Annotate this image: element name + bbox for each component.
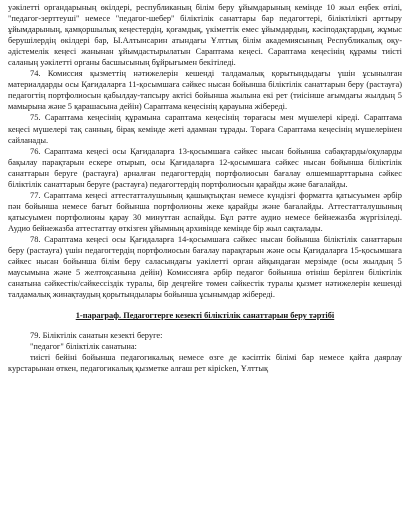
paragraph-intro: уәкілетті органдарының өкілдері, республиканың білім беру ұйымдарының кемінде 10 жыл еңбек өтілі, "педагог-зерттеуші" немесе "педагог-шебер" біліктілік санаттары бар педагогтері, біліктілікті арттыру ұйымдарының, қамқоршылық кеңестердің, қоғамдық, үкіметтік емес ұйымдардың, кәсіподақтардың, жұмыс берушілердің өкілдері бар, Ы.Алтынсарин атындағы Ұлттық білім академиясының Республикалық оқу-әдістемелік кеңесі жанынан ұйымдастырылатын Сараптама кеңесі. Сараптама кеңесінің құрамы тиісті саланың уәкілетті органы басшысының бұйрығымен бекітіледі.: [8, 3, 402, 68]
paragraph-79-category: "педагог" біліктілік санатына:: [30, 342, 137, 352]
paragraph-79-requirements: тиісті бейіні бойынша педагогикалық немесе өзге де кәсіптік білімі бар немесе қайта даярлау курстарынан өткен, педагогикалық қызметке алғаш рет кірісken, Ұлттық: [8, 353, 402, 374]
paragraph-79: 79. Біліктілік санатын кезекті беруге:: [30, 331, 163, 341]
paragraph-77: 77. Сараптама кеңесі аттестатталушының қашықтықтан немесе күндізгі форматта қатысуымен әрбір пән бойынша немесе бағыт бойынша портфолионы жеке қарайды және бағалайды. Аттестатталушының қатысуымен портфолионы қарау 30 минуттан аспайды. Бұл рәтте аудио немесе бейнежазба жүргізіледі. Аудио бейнежазба аттестаттау өткізген ұйымның архивінде кемінде бір жыл сақталады.: [8, 190, 402, 233]
paragraph-74: 74. Комиссия қызметтің нәтижелерін кешенді талдамалық қорытындыдағы үшін ұсынылған материалдарды осы Қағидаларға 11-қосымшаға сәйкес нысан бойынша біліктілік санаттарын беру (растауға) педагогтің портфолиосын қабылдау-тапсыру актісі бойынша жылына екі рет (тиісінше ағымдағы жылдың 5 мамырына және 5 қарашасына дейін) Сараптама кеңесінің қарауына жібереді.: [8, 69, 402, 112]
paragraph-75: 75. Сараптама кеңесінің құрамына сараптама кеңесінің төрағасы мен мүшелері кіреді. Сараптама кеңесі мүшелері тақ санның, бірақ кемінде жеті адамнан тұрады. Төраға Сараптама кеңесінің мүшелерінен сайланады.: [8, 113, 402, 145]
paragraph-76: 76. Сараптама кеңесі осы Қағидаларға 13-қосымшаға сәйкес нысан бойынша сабақтарды/оқуларды бақылау парақтарын ескере отырып, осы Қағидаларға 12-қосымшаға сәйкес нысан бойынша біліктілік санаттарын беруге (растауға) арналған педагогтердің портфолиосын бағалау өлшемшарттарына сәйкес біліктілік санаттарын беруге (растауға) педагогтердің портфолиосын қарайды және бағалайды.: [8, 146, 402, 189]
paragraph-78: 78. Сараптама кеңесі осы Қағидаларға 14-қосымшаға сәйкес нысан бойынша біліктілік санаттарын беру (растауға) үшін педагогтердің портфолиосын бағалау парақтарын және осы Қағидаларға 15-қосымшаға сәйкес нысан бойынша білім беру саласындағы уәкілетті орган айқындаған мерзімде (осы жылдың 5 маусымына және 5 желтоқсанына дейін) Комиссияға әрбір педагог бойынша өтініш берілген біліктілік санатына сәйкестік/сәйкессіздік туралы, бір деңгейге төмен сәйкестік туралы қызмет нәтижелерін кешенді талдамалық жинақтаудың қорытындылары бойынша ұсынымдар жібереді.: [8, 234, 402, 300]
section-heading: 1-параграф. Педагогтерге кезекті біліктілік санаттарын беру тәртібі: [75, 311, 335, 321]
